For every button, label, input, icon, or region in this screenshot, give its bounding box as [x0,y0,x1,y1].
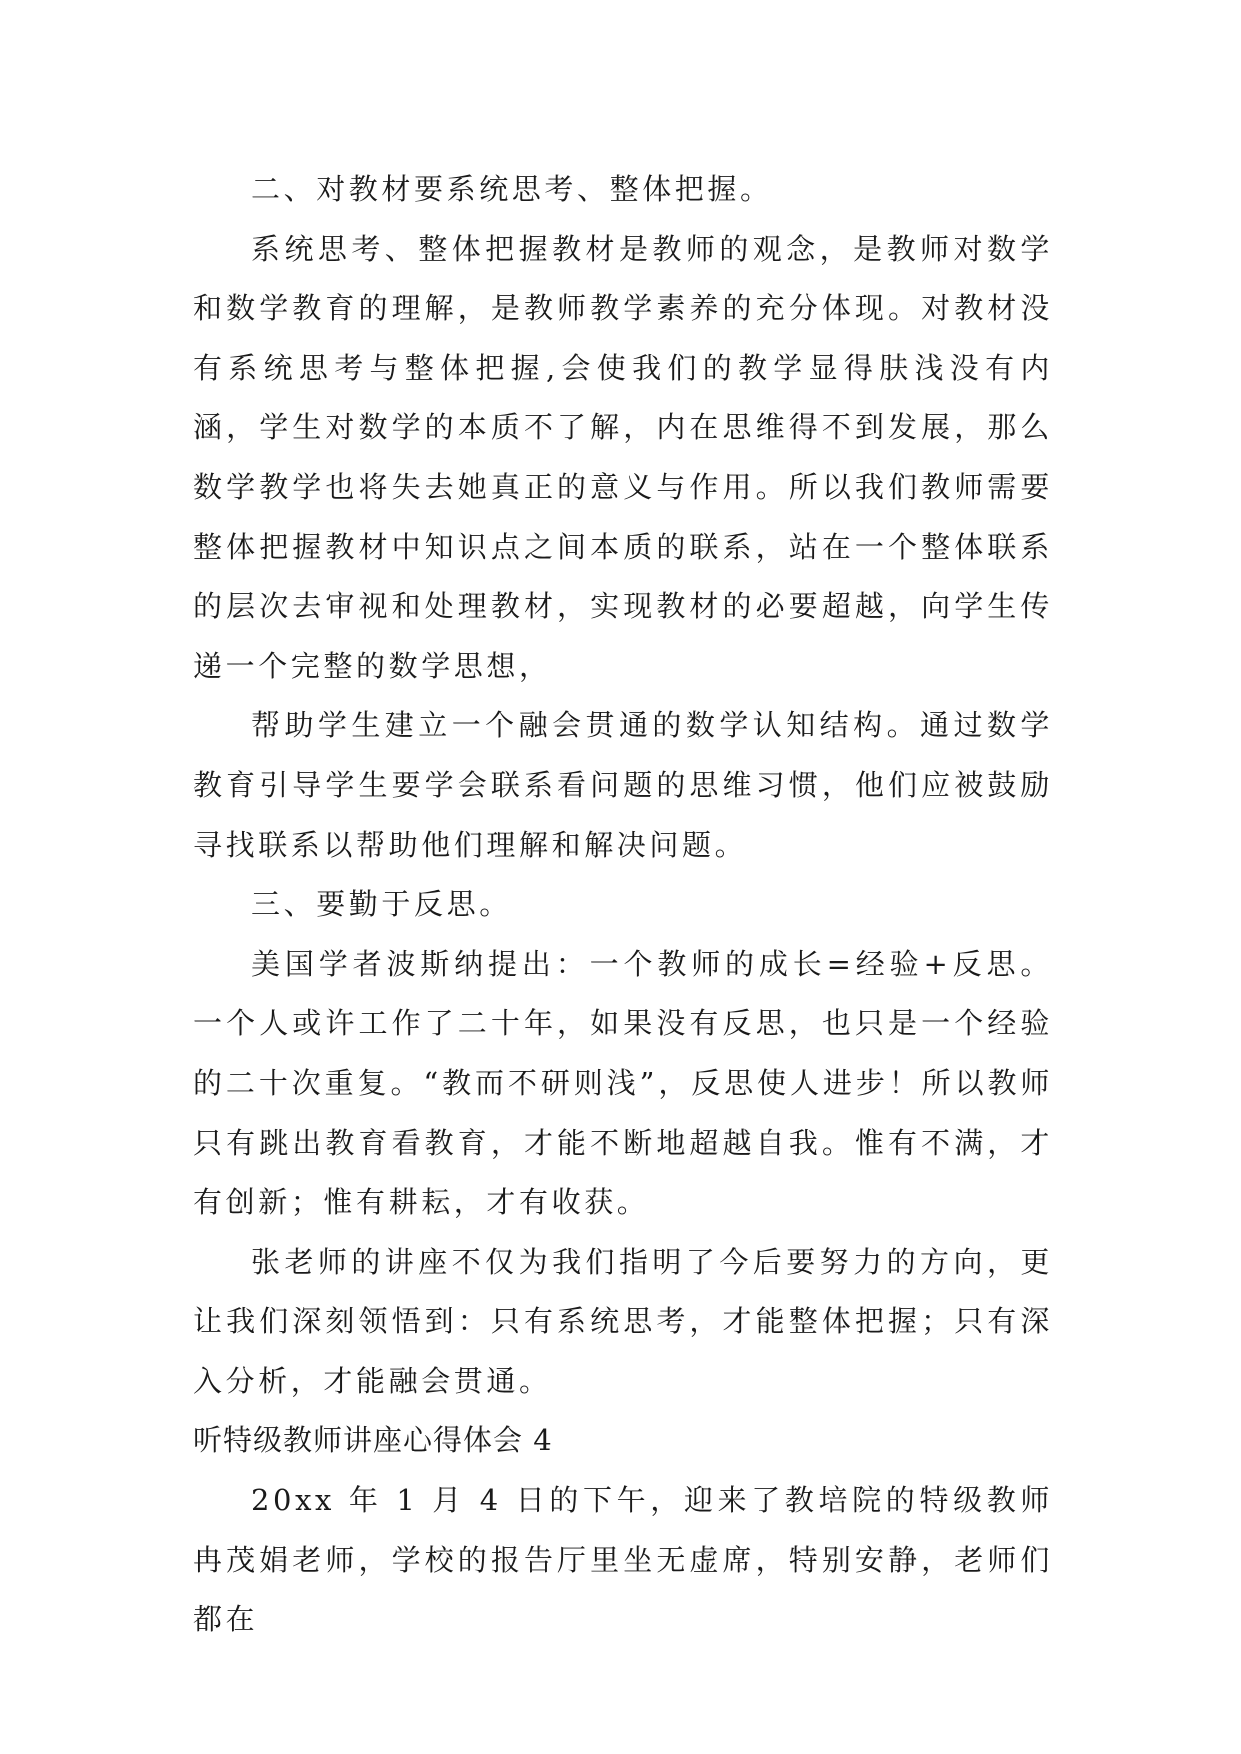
paragraph-lecture-intro: 20xx 年 1 月 4 日的下午，迎来了教培院的特级教师冉茂娟老师，学校的报告厅里坐无虚席，特别安静，老师们都在 [193,1483,1053,1637]
heading-textbook-thinking: 二、对教材要系统思考、整体把握。 [251,172,773,206]
paragraph-systematic-thinking: 系统思考、整体把握教材是教师的观念，是教师对数学和数学教育的理解，是教师教学素养的充分体现。对教材没有系统思考与整体把握,会使我们的教学显得肤浅没有内涵，学生对数学的本质不了解，内在思维得不到发展，那么数学教学也将失去她真正的意义与作用。所以我们教师需要整体把握教材中知识点之间本质的联系，站在一个整体联系的层次去审视和处理教材，实现教材的必要超越，向学生传递一个完整的数学思想， [193,231,1053,683]
paragraph-cognitive-structure: 帮助学生建立一个融会贯通的数学认知结构。通过数学教育引导学生要学会联系看问题的思维习惯，他们应被鼓励寻找联系以帮助他们理解和解决问题。 [193,708,1053,862]
document-body [193,160,1053,1650]
section-title: 听特级教师讲座心得体会 4 [193,1423,553,1458]
heading-reflection: 三、要勤于反思。 [251,887,512,922]
paragraph-posner-quote: 美国学者波斯纳提出：一个教师的成长=经验+反思。一个人或许工作了二十年，如果没有反思，也只是一个经验的二十次重复。“教而不研则浅”，反思使人进步！所以教师只有跳出教育看教育，才能不断地超越自我。惟有不满，才有创新；惟有耕耘，才有收获。 [193,946,1053,1220]
paragraph-lecture-conclusion: 张老师的讲座不仅为我们指明了今后要努力的方向，更让我们深刻领悟到：只有系统思考，才能整体把握；只有深入分析，才能融会贯通。 [193,1244,1053,1398]
